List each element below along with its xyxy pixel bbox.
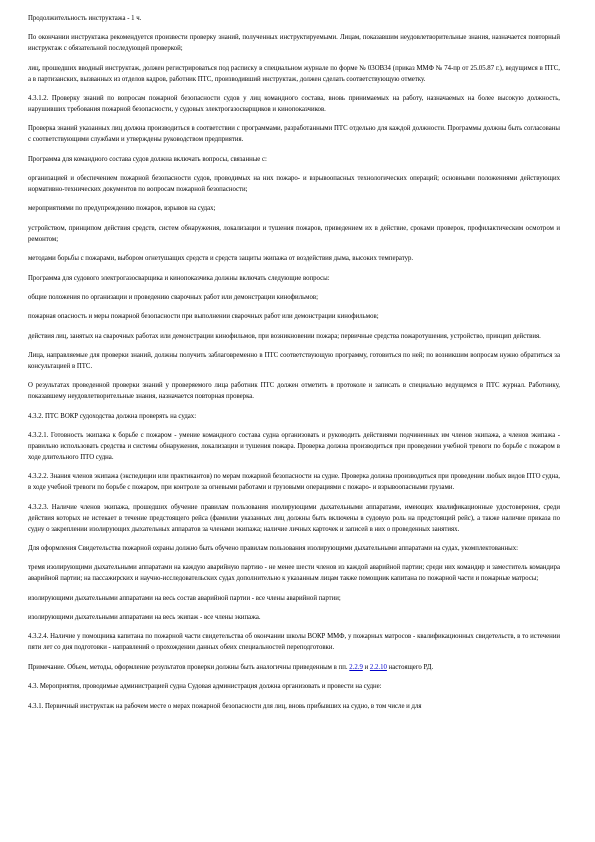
paragraph-4-3-2-4: 4.3.2.4. Наличие у помощника капитана по пожарной части свидетельства об окончании школы ВОКР ММФ, у пожарных матросов - квалификационных свидетельств, в то истечении пяти лет со дня подготовки - направлений о прохождении данных обеих специальностей переподготовки. (28, 633, 560, 652)
paragraph-command-program: Программа для командного состава судов должна включать вопросы, связанные с: (28, 155, 267, 163)
paragraph-methods: методами борьбы с пожарами, выбором огнетушащих средств и средств защиты экипажа от воздействия дыма, высоких температур. (28, 255, 414, 263)
paragraph-devices: устройством, принципом действия средств, систем обнаружения, локализации и тушения пожаров, приведением их в действие, сроками проверок, профилактическим осмотром и ремонтом; (28, 224, 560, 243)
paragraph-general: общие положения по организации и проведению сварочных работ или демонстрации кинофильмов; (28, 293, 318, 301)
paragraph-note (28, 663, 560, 674)
paragraph-4-3-2-3: 4.3.2.3. Наличие членов экипажа, прошедших обучение правилам пользования изолирующими дыхательными аппаратами, имеющих квалификационные удостоверения, среди действия которых не истекает в течение предстоящего рейса (фамилии указанных лиц должны быть включены в судовую роль на предстоящий рейс), а также наличие приказа по судну о закреплении изолирующих дыхательных аппаратов за членами экипажа; наличие личных карточек и записей в них о проведенных занятиях. (28, 503, 560, 533)
paragraph-results: О результатах проведенной проверки знаний у проверяемого лица работник ПТС должен отметить в протоколе и записать в специально ведущемся в ПТС журнал. Работнику, показавшему неудовлетворительные знания, назначается повторная проверка. (28, 382, 560, 401)
paragraph-4-3-1-2: 4.3.1.2. Проверку знаний по вопросам пожарной безопасности судов у лиц командного состава, вновь принимаемых на работу, назначаемых на более высокую должность, нарушивших требования пожарной безопасности, у судовых электрогазосварщиков и кинопоказчиков. (28, 95, 560, 113)
paragraph-registration: лиц, прошедших вводный инструктаж, должен регистрироваться под расписку в специальном журнале по форме № 03ОВ34 (приказ ММФ № 74-пр от 25.05.87 г.), ведущимся в ПТС, а в партизанских, вызванных из отделов кадров, работник ПТС, производивший инструктаж, должен сделать соответствующую отметку. (28, 64, 560, 83)
paragraph-programs: Проверка знаний указанных лиц должна производиться в соответствии с программами, разработанными ПТС отдельно для каждой должности. Программы должны быть согласованы с соответствующими службами и утверждены руководством предприятия. (28, 125, 560, 144)
note-text-mid: и (362, 663, 370, 671)
note-text-after: настоящего РД. (386, 663, 434, 671)
paragraph-fire-danger: пожарная опасность и меры пожарной безопасности при выполнении сварочных работ или демонстрации кинофильмов; (28, 313, 379, 321)
paragraph-4-3-1: 4.3.1. Первичный инструктаж на рабочем месте о мерах пожарной безопасности для лиц, вновь прибывших на судно, в том числе и для (28, 702, 422, 710)
paragraph-4-3-2-2: 4.3.2.2. Знания членов экипажа (экспедиции или практикантов) по мерам пожарной безопасности на судне. Проверка должна производиться при проведении любых видов ПТО судна, в ходе учебной тревоги по борьбе с пожаром, при контроле за огневыми работами и грузовыми операциями с пожаро- и взрывоопасными грузами. (28, 473, 560, 492)
paragraph-certificate: Для оформления Свидетельства пожарной охраны должно быть обучено правилам пользования изолирующими дыхательными аппаратами на судах, укомплектованных: (28, 544, 519, 552)
paragraph-organization: организацией и обеспечением пожарной безопасности судов, проводимых на них пожаро- и взрывоопасных технологических операций; основными положениями действующих нормативно-технических документов по вопросам пожарной безопасности; (28, 175, 560, 193)
document-page (28, 14, 560, 721)
paragraph-check-after-briefing: По окончании инструктажа рекомендуется произвести проверку знаний, полученных инструктируемыми. Лицам, показавшим неудовлетворительные знания, назначается повторный инструктаж с обязательной последующей проверкой; (28, 34, 560, 53)
paragraph-4-3: 4.3. Мероприятия, проводимые администрацией судна Судовая администрация должна организовать и провести на судне: (28, 683, 382, 691)
paragraph-4-3-2-1: 4.3.2.1. Готовность экипажа к борьбе с пожаром - умение командного состава судна организовать и руководить действиями подчиненных им членов экипажа, а членов экипажа - правильно использовать средства и системы обнаружения, локализации и тушения пожара. Проверка должна производиться при проведении учебной тревоги по борьбе с пожаром в ходе длительного ПТО судна. (28, 432, 560, 461)
link-2-2-10[interactable]: 2.2.10 (369, 663, 387, 671)
paragraph-welder-program: Программа для судового электрогазосварщика и кинопоказчика должны включать следующие вопросы: (28, 274, 330, 282)
paragraph-whole-crew: изолирующими дыхательными аппаратами на весь экипаж - все члены экипажа. (28, 614, 261, 622)
link-2-2-9[interactable]: 2.2.9 (349, 663, 363, 671)
paragraph-actions: действия лиц, занятых на сварочных работах или демонстрации кинофильмов, при возникновении пожара; первичные средства пожаротушения, устройство, принцип действия. (28, 332, 541, 340)
paragraph-whole-party: изолирующими дыхательными аппаратами на весь состав аварийной партии - все члены аварийной партии; (28, 594, 341, 602)
paragraph-three-apparatus: тремя изолирующими дыхательными аппаратами на каждую аварийную партию - не менее шести членов из каждой аварийной партии; среди них командир и заместитель командира аварийной партии; на пассажирских и научно-исследовательских судах дополнительно к указанным лицам также помощник капитана по пожарной части и пожарные матросы; (28, 564, 560, 583)
paragraph-prevention: мероприятиями по предупреждению пожаров, взрывов на судах; (28, 205, 216, 213)
paragraph-duration: Продолжительность инструктажа - 1 ч. (28, 15, 142, 22)
note-text-before: Примечание. Объем, методы, оформление результатов проверки должны быть аналогичны приведенным в пп. (28, 663, 350, 671)
paragraph-persons-sent: Лица, направляемые для проверки знаний, должны получить заблаговременно в ПТС соответствующую программу, готовиться по ней; по возникшим вопросам нужно обратиться за консультацией в ПТС. (28, 352, 560, 371)
paragraph-4-3-2: 4.3.2. ПТС ВОКР судоходства должна проверять на судах: (28, 412, 197, 420)
